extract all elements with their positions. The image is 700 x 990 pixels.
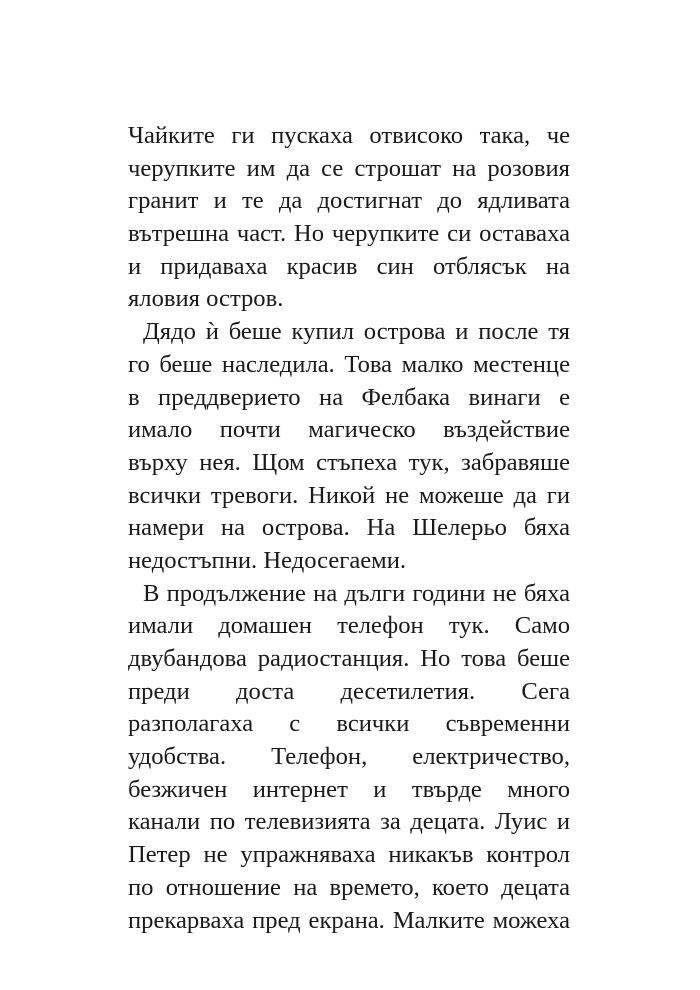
text-line: го беше наследила. Това малко местенце bbox=[128, 350, 570, 378]
paragraph bbox=[128, 120, 570, 316]
text-line: двубандова радиостанция. Но това беше bbox=[128, 645, 570, 672]
text-line: имали домашен телефон тук. Само bbox=[128, 612, 570, 640]
text-line: всички тревоги. Никой не можеше да ги bbox=[128, 481, 570, 509]
text-line: намери на острова. На Шелерьо бяха bbox=[128, 514, 570, 542]
text-line: преди доста десетилетия. Сега bbox=[128, 677, 570, 705]
text-line: черупките им да се строшат на розовия bbox=[128, 154, 570, 182]
paragraph bbox=[128, 316, 570, 578]
text-line: яловия остров. bbox=[128, 285, 284, 313]
text-line: гранит и те да достигнат до ядливата bbox=[128, 187, 570, 215]
text-line: прекарваха пред екрана. Малките можеха bbox=[128, 906, 570, 934]
text-line: безжичен интернет и твърде много bbox=[128, 775, 570, 803]
text-line: разполагаха с всички съвременни bbox=[128, 710, 570, 738]
text-line: имало почти магическо въздействие bbox=[128, 416, 570, 444]
text-line: вътрешна част. Но черупките си оставаха bbox=[128, 220, 570, 248]
text-line: В продължение на дълги години не бяха bbox=[143, 579, 570, 607]
text-line: в преддверието на Фелбака винаги е bbox=[128, 383, 570, 411]
text-line: върху нея. Щом стъпеха тук, забравяше bbox=[128, 448, 570, 476]
text-line: и придаваха красив син отблясък на bbox=[128, 252, 570, 280]
text-line: канали по телевизията за децата. Луис и bbox=[128, 808, 570, 836]
text-line: недостъпни. Недосегаеми. bbox=[128, 546, 407, 574]
text-line: удобства. Телефон, електричество, bbox=[128, 743, 570, 771]
text-line: по отношение на времето, което децата bbox=[128, 873, 570, 901]
text-line: Петер не упражняваха никакъв контрол bbox=[128, 841, 570, 869]
paragraph bbox=[128, 578, 570, 938]
page-text bbox=[128, 120, 570, 937]
text-line: Чайките ги пускаха отвисоко така, че bbox=[128, 122, 570, 149]
text-line: Дядо ѝ беше купил острова и после тя bbox=[143, 318, 570, 346]
